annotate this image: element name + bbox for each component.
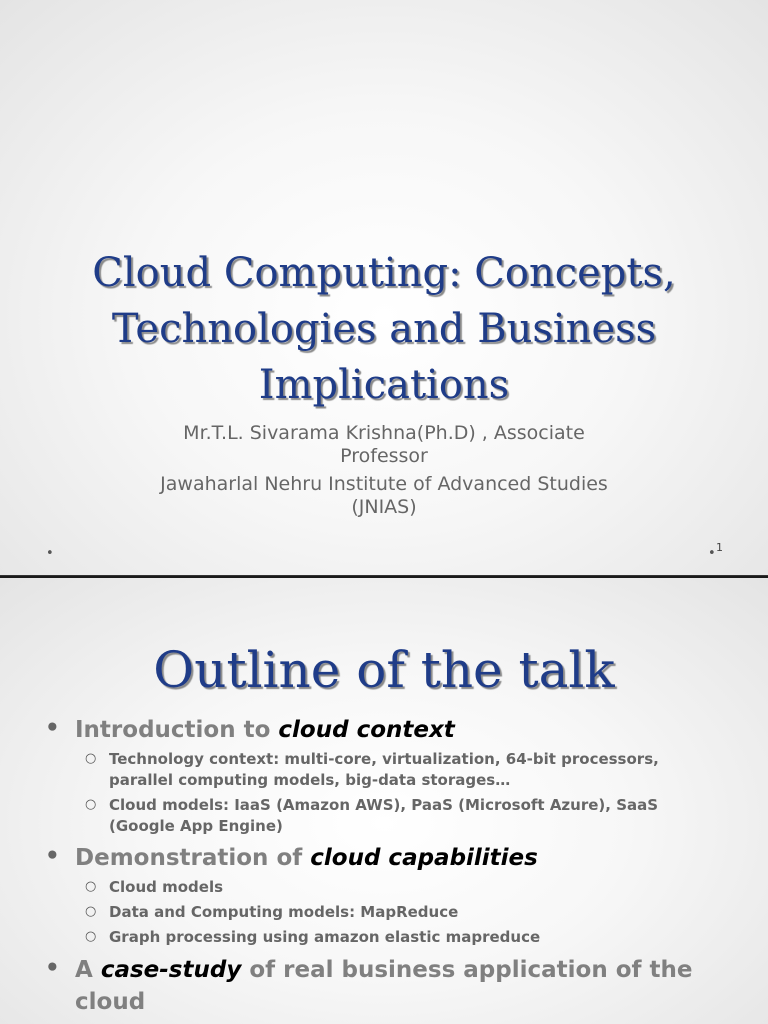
bullet: •: [45, 843, 60, 869]
outline-subitem-graph-processing: [85, 927, 695, 948]
item-emphasis: cloud capabilities: [310, 845, 538, 871]
sub-bullet: ○: [85, 879, 97, 894]
title-line-2: Technologies and Business: [111, 306, 657, 352]
item-text: Demonstration of: [75, 845, 311, 871]
outline-subitem-cloud-models: [85, 877, 695, 898]
outline-item-introduction: [45, 714, 725, 746]
item-emphasis: cloud context: [278, 717, 455, 743]
presenter-line-1: Mr.T.L. Sivarama Krishna(Ph.D) , Associate: [183, 422, 585, 444]
item-text-suffix: of real business application of the cloud: [75, 957, 693, 1015]
outline-subitem-mapreduce: [85, 902, 695, 923]
subitem-text: Technology context: multi-core, virtualization, 64-bit processors, parallel computing models, big-data storages…: [109, 750, 659, 789]
subitem-text: Data and Computing models: MapReduce: [109, 903, 459, 921]
outline-subitem-technology: [85, 749, 695, 791]
institute-line-2: (JNIAS): [351, 496, 417, 518]
sub-bullet: ○: [85, 751, 97, 766]
presenter-line-2: Professor: [340, 445, 428, 467]
subitem-text: Graph processing using amazon elastic mapreduce: [109, 928, 541, 946]
slide-number: 1: [716, 541, 723, 554]
sub-bullet: ○: [85, 904, 97, 919]
presentation-title: [0, 245, 768, 413]
outline-item-demonstration: [45, 842, 725, 874]
institute-line-1: Jawaharlal Nehru Institute of Advanced Studies: [160, 473, 608, 495]
outline-subitem-cloud-models-types: [85, 795, 695, 837]
subitem-text: Cloud models: [109, 878, 224, 896]
sub-bullet: ○: [85, 929, 97, 944]
footer-bullet-right: •: [708, 546, 716, 561]
outline-item-case-study: [45, 954, 725, 1018]
title-line-3: Implications: [258, 362, 510, 408]
outline-slide: [0, 578, 768, 1024]
presenter-name: [100, 422, 668, 468]
item-text: A: [75, 957, 101, 983]
institute-name: [100, 473, 668, 519]
bullet: •: [45, 955, 60, 981]
item-text: Introduction to: [75, 717, 279, 743]
outline-title: Outline of the talk: [153, 641, 615, 699]
sub-bullet: ○: [85, 797, 97, 812]
item-emphasis: case-study: [100, 957, 242, 983]
bullet: •: [45, 715, 60, 741]
footer-bullet-left: •: [46, 546, 54, 561]
subitem-text: Cloud models: IaaS (Amazon AWS), PaaS (Microsoft Azure), SaaS (Google App Engine): [109, 796, 659, 835]
title-line-1: Cloud Computing: Concepts,: [92, 250, 676, 296]
